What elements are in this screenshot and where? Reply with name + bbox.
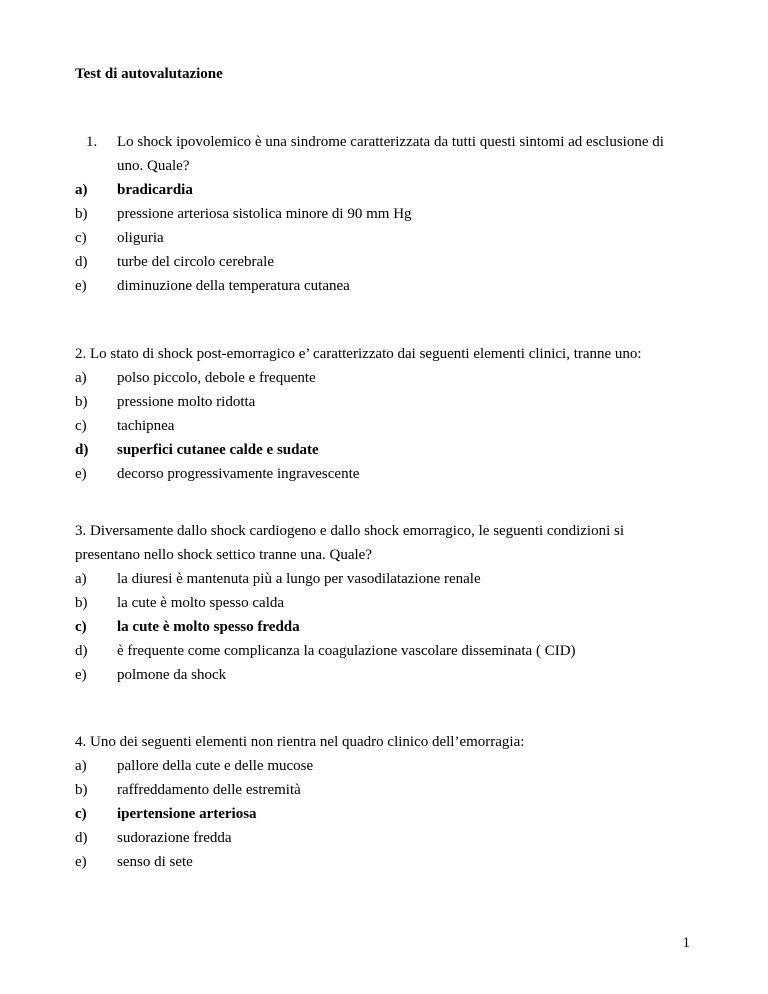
answer-option [75,229,695,247]
option-letter: d) [75,643,88,659]
option-text: è frequente come complicanza la coagulazione vascolare disseminata ( CID) [117,643,576,659]
option-text: superfici cutanee calde e sudate [117,442,319,458]
option-text: la diuresi è mantenuta più a lungo per vasodilatazione renale [117,571,481,587]
option-text: senso di sete [117,854,193,870]
option-text: ipertensione arteriosa [117,806,257,822]
option-text: oliguria [117,230,164,246]
question-number: 1. [86,134,98,150]
option-letter: e) [75,667,87,683]
option-letter: c) [75,806,87,822]
question-text-line: uno. Quale? [117,158,190,174]
option-text: sudorazione fredda [117,830,232,846]
option-letter: b) [75,394,88,410]
answer-option [75,393,695,411]
option-letter: d) [75,254,88,270]
option-text: la cute è molto spesso calda [117,595,285,611]
option-text: pallore della cute e delle mucose [117,758,314,774]
question-text-line: Lo shock ipovolemico è una sindrome caratterizzata da tutti questi sintomi ad esclusione di [117,134,664,150]
answer-option [75,853,695,871]
option-letter: a) [75,182,88,198]
answer-option [75,757,695,775]
option-letter: d) [75,830,88,846]
option-letter: c) [75,230,87,246]
question-1-text [75,133,695,151]
page-title: Test di autovalutazione [75,66,223,82]
answer-option [75,570,695,588]
option-text: pressione arteriosa sistolica minore di 90 mm Hg [117,206,412,222]
answer-option [75,417,695,435]
option-text: diminuzione della temperatura cutanea [117,278,350,294]
answer-option [75,205,695,223]
option-text: turbe del circolo cerebrale [117,254,274,270]
question-3-text: 3. Diversamente dallo shock cardiogeno e dallo shock emorragico, le seguenti condizioni si [75,523,625,539]
option-letter: e) [75,854,87,870]
option-letter: e) [75,278,87,294]
option-text: pressione molto ridotta [117,394,256,410]
option-letter: a) [75,758,87,774]
option-letter: a) [75,370,87,386]
option-text: tachipnea [117,418,175,434]
option-letter: b) [75,206,88,222]
question-2 [75,345,695,483]
question-3 [75,522,695,684]
option-letter: c) [75,619,87,635]
question-2-text: 2. Lo stato di shock post-emorragico e’ caratterizzato dai seguenti elementi clinici, tranne uno: [75,346,642,362]
option-text: polso piccolo, debole e frequente [117,370,316,386]
answer-option [75,369,695,387]
answer-option [75,253,695,271]
answer-option [75,277,695,295]
option-letter: b) [75,595,88,611]
answer-option [75,829,695,847]
answer-option [75,642,695,660]
option-letter: c) [75,418,87,434]
option-letter: e) [75,466,87,482]
answer-option-correct [75,618,695,636]
answer-option [75,465,695,483]
option-text: polmone da shock [117,667,227,683]
answer-option [75,781,695,799]
option-text: decorso progressivamente ingravescente [117,466,360,482]
answer-option-correct [75,441,695,459]
question-4-text: 4. Uno dei seguenti elementi non rientra nel quadro clinico dell’emorragia: [75,734,525,750]
question-1 [75,133,695,295]
answer-option [75,666,695,684]
option-letter: a) [75,571,87,587]
answer-option-correct [75,181,695,199]
answer-option [75,594,695,612]
question-text-line: presentano nello shock settico tranne una. Quale? [75,547,372,563]
option-text: la cute è molto spesso fredda [117,619,300,635]
option-letter: d) [75,442,89,458]
option-letter: b) [75,782,88,798]
question-4 [75,733,695,871]
page-number: 1 [682,935,690,951]
option-text: raffreddamento delle estremità [117,782,301,798]
option-text: bradicardia [117,182,193,198]
answer-option-correct [75,805,695,823]
